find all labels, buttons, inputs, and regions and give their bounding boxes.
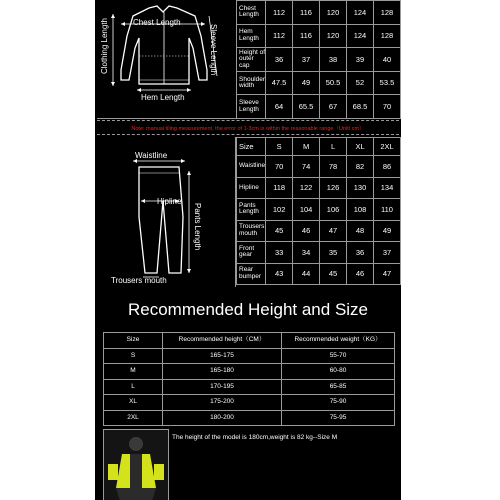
model-photo-icon [104,430,168,500]
table-cell: 70 [266,156,293,178]
model-photo [103,429,169,500]
row-label: Front gear [237,242,266,264]
table-cell: 37 [293,48,320,72]
measurement-note: Note: manual tiling measurement, the error of 1-3cm is within the reasonable range（Unit/ cm） [131,126,365,132]
table-row [237,177,401,199]
table-row [237,1,401,25]
weight-cell: 60-80 [282,364,395,380]
table-cell: 74 [293,156,320,178]
table-cell: 46 [347,263,374,285]
table-cell: 126 [320,177,347,199]
table-row [104,410,395,426]
table-row [104,395,395,411]
clothing-length-label: Clothing Length [100,18,109,75]
hipline-label: Hipline [157,197,182,206]
size-cell: L [104,379,163,395]
table-cell: 47.5 [266,71,293,95]
row-label: Pants Length [237,199,266,221]
weight-cell: 75-95 [282,410,395,426]
table-cell: 82 [347,156,374,178]
table-cell: 67 [320,95,347,119]
height-cell: 170-195 [163,379,282,395]
jacket-table [236,0,401,119]
chest-length-label: Chest Length [133,18,181,27]
table-cell: 33 [266,242,293,264]
table-row [237,242,401,264]
row-label: Hem Length [237,24,266,48]
table-header-row [104,333,395,349]
table-cell: 38 [320,48,347,72]
table-cell: 116 [293,24,320,48]
pants-table [236,137,401,285]
table-cell: 37 [374,242,401,264]
table-cell: 50.5 [320,71,347,95]
row-label: Shoulder width [237,71,266,95]
table-cell: 34 [293,242,320,264]
table-row [237,95,401,119]
height-cell: 175-200 [163,395,282,411]
divider [97,134,399,135]
table-cell: 124 [346,24,373,48]
trousers-mouth-label: Trousers mouth [111,276,167,285]
weight-cell: 75-90 [282,395,395,411]
table-cell: 36 [266,48,293,72]
recommended-table [103,332,395,426]
table-cell: 68.5 [346,95,373,119]
table-cell: 124 [346,1,373,25]
table-cell: 86 [374,156,401,178]
pants-diagram [97,137,236,287]
weight-cell: 55-70 [282,348,395,364]
table-cell: 116 [293,1,320,25]
sleeve-length-label: Sleeve Length [209,24,218,76]
table-cell: 78 [320,156,347,178]
row-label: Waistline [237,156,266,178]
pants-length-label: Pants Length [193,203,202,251]
table-cell: 39 [346,48,373,72]
table-cell: 35 [320,242,347,264]
row-label: Chest Length [237,1,266,25]
header-cell: Size [104,333,163,349]
row-label: Sleeve Length [237,95,266,119]
divider [97,120,399,121]
table-cell: 106 [320,199,347,221]
table-row [237,199,401,221]
table-cell: 118 [266,177,293,199]
size-chart-sheet [95,0,401,500]
height-cell: 180-200 [163,410,282,426]
table-cell: 45 [320,263,347,285]
size-cell: M [104,364,163,380]
table-row [237,24,401,48]
table-cell: 65.5 [293,95,320,119]
table-cell: 43 [266,263,293,285]
table-cell: 120 [320,24,347,48]
height-cell: 165-180 [163,364,282,380]
header-cell: 2XL [374,138,401,156]
row-label: Rear bumper [237,263,266,285]
header-cell: S [266,138,293,156]
pants-size-table [236,137,401,285]
table-cell: 53.5 [373,71,400,95]
table-cell: 64 [266,95,293,119]
table-row [237,71,401,95]
table-cell: 128 [373,1,400,25]
table-cell: 102 [266,199,293,221]
table-cell: 47 [374,263,401,285]
table-cell: 47 [320,220,347,242]
jacket-size-table [236,0,401,119]
table-cell: 128 [373,24,400,48]
height-cell: 165-175 [163,348,282,364]
table-row [237,156,401,178]
header-cell: Recommended height（CM） [163,333,282,349]
table-cell: 49 [293,71,320,95]
model-caption: The height of the model is 180cm,weight is 82 kg--Size M [172,434,338,441]
table-row [237,263,401,285]
table-row [104,348,395,364]
table-cell: 110 [374,199,401,221]
table-row [104,379,395,395]
table-cell: 48 [347,220,374,242]
table-cell: 45 [266,220,293,242]
table-cell: 112 [266,24,293,48]
table-cell: 120 [320,1,347,25]
size-cell: S [104,348,163,364]
table-cell: 44 [293,263,320,285]
table-header-row [237,138,401,156]
size-cell: XL [104,395,163,411]
table-cell: 52 [346,71,373,95]
table-cell: 130 [347,177,374,199]
size-cell: 2XL [104,410,163,426]
row-label: Trousers mouth [237,220,266,242]
table-row [237,220,401,242]
recommended-title: Recommended Height and Size [127,300,369,319]
table-cell: 122 [293,177,320,199]
hem-length-label: Hem Length [141,93,185,102]
header-cell: Size [237,138,266,156]
row-label: Height of outer cap [237,48,266,72]
table-cell: 134 [374,177,401,199]
header-cell: L [320,138,347,156]
table-cell: 49 [374,220,401,242]
table-cell: 104 [293,199,320,221]
header-cell: Recommended weight（KG） [282,333,395,349]
weight-cell: 65-85 [282,379,395,395]
header-cell: M [293,138,320,156]
recommend-table [103,332,395,426]
row-label: Hipline [237,177,266,199]
waistline-label: Waistline [135,151,168,160]
table-cell: 112 [266,1,293,25]
table-cell: 108 [347,199,374,221]
table-cell: 46 [293,220,320,242]
table-cell: 70 [373,95,400,119]
table-cell: 40 [373,48,400,72]
header-cell: XL [347,138,374,156]
table-cell: 36 [347,242,374,264]
jacket-diagram [97,0,237,119]
table-row [237,48,401,72]
table-row [104,364,395,380]
